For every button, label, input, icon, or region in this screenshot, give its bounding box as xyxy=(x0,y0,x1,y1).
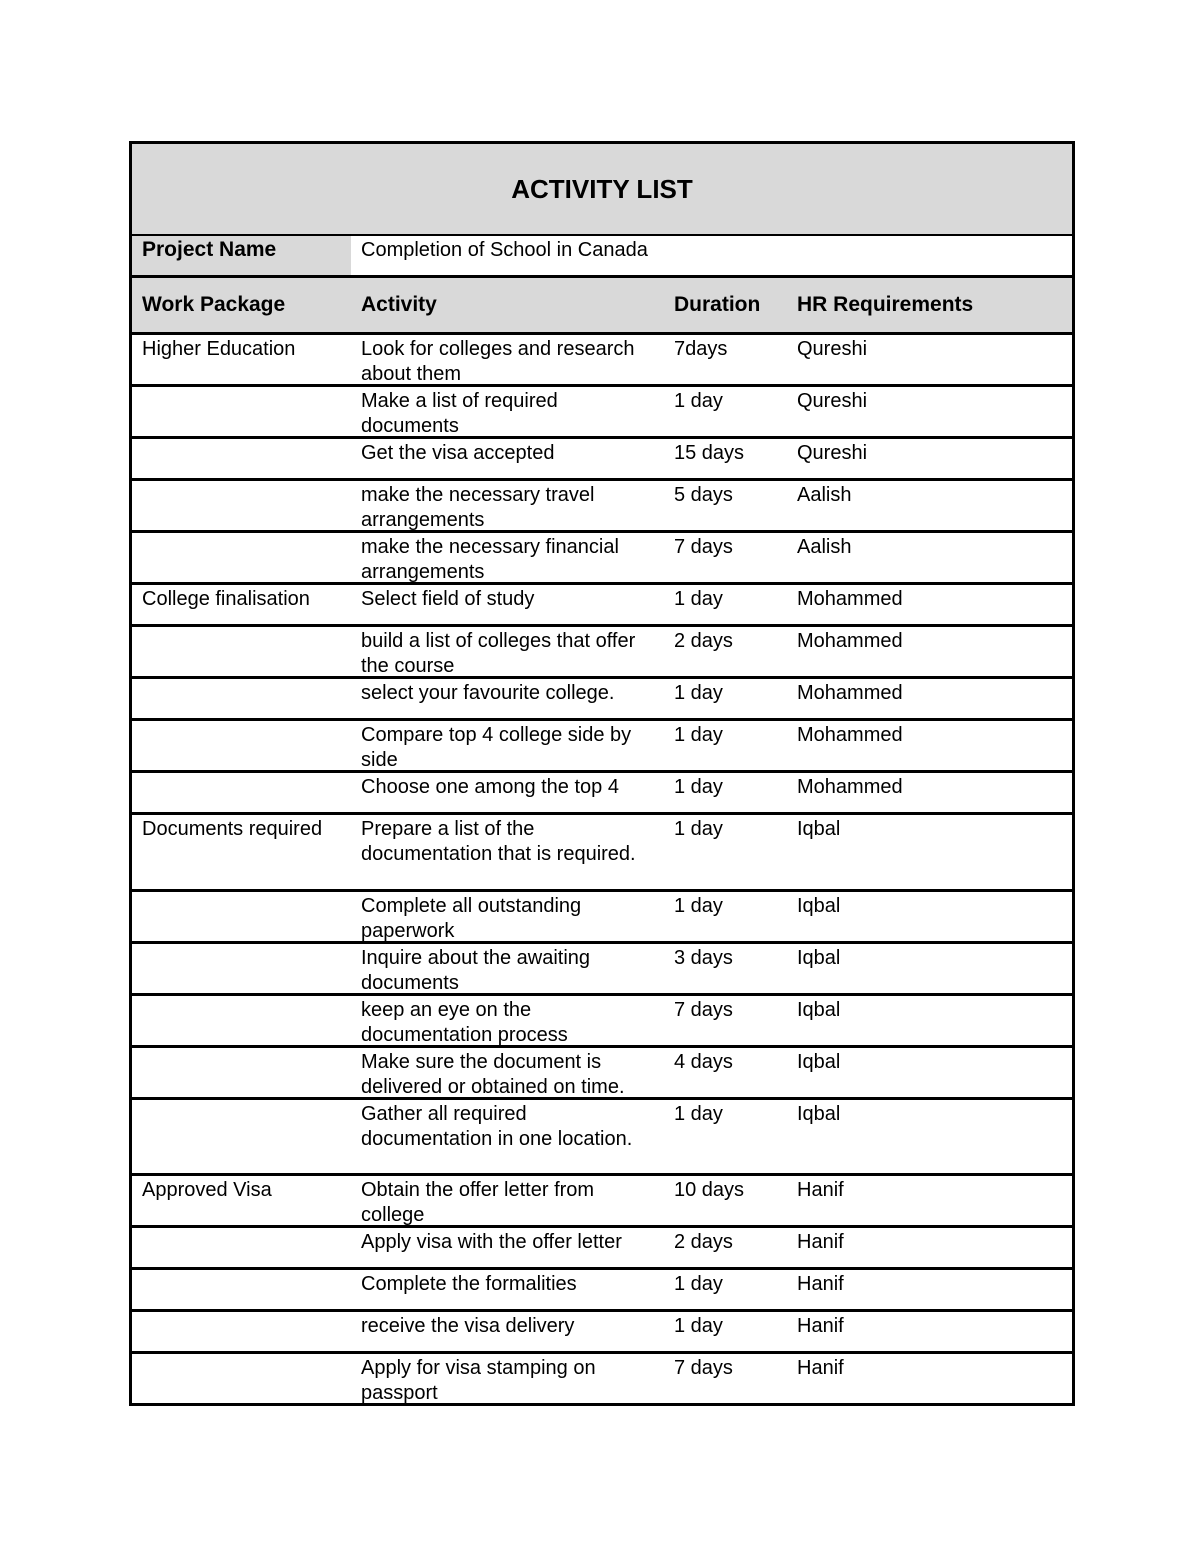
duration-cell: 15 days xyxy=(674,442,745,464)
hr-requirements-cell: Aalish xyxy=(797,536,852,558)
column-header-row xyxy=(132,278,1072,335)
activity-cell: Get the visa accepted xyxy=(361,442,555,464)
work-package-cell xyxy=(132,773,351,812)
hr-requirements-cell: Mohammed xyxy=(797,776,903,798)
work-package-cell xyxy=(132,627,351,676)
duration-cell: 2 days xyxy=(674,630,733,652)
table-row xyxy=(132,1312,1072,1354)
duration-cell: 1 day xyxy=(674,895,723,917)
table-row xyxy=(132,679,1072,721)
hr-requirements-cell: Hanif xyxy=(797,1315,844,1337)
header-activity: Activity xyxy=(361,293,437,316)
work-package-cell xyxy=(132,533,351,582)
table-row xyxy=(132,773,1072,815)
activity-cell: Compare top 4 college side by side xyxy=(361,724,632,771)
hr-requirements-cell: Iqbal xyxy=(797,999,841,1021)
duration-cell: 4 days xyxy=(674,1051,733,1073)
work-package-cell xyxy=(132,387,351,436)
work-package-cell xyxy=(132,1354,351,1403)
activity-cell: Gather all required documentation in one location. xyxy=(361,1103,633,1150)
header-work-package: Work Package xyxy=(142,293,286,316)
activity-cell: select your favourite college. xyxy=(361,682,615,704)
table-row xyxy=(132,996,1072,1048)
duration-cell: 1 day xyxy=(674,724,723,746)
duration-cell: 1 day xyxy=(674,682,723,704)
table-row xyxy=(132,335,1072,387)
duration-cell: 7 days xyxy=(674,536,733,558)
duration-cell: 1 day xyxy=(674,588,723,610)
table-title: ACTIVITY LIST xyxy=(132,144,1072,236)
duration-cell: 1 day xyxy=(674,818,723,840)
duration-cell: 1 day xyxy=(674,776,723,798)
activity-cell: Look for colleges and research about them xyxy=(361,338,635,385)
work-package-cell xyxy=(132,679,351,718)
table-row xyxy=(132,944,1072,996)
work-package-cell xyxy=(132,1270,351,1309)
table-row xyxy=(132,481,1072,533)
work-package-cell: Higher Education xyxy=(142,338,296,360)
table-row xyxy=(132,387,1072,439)
table-row xyxy=(132,1270,1072,1312)
activity-cell: Make sure the document is delivered or obtained on time. xyxy=(361,1051,625,1098)
duration-cell: 1 day xyxy=(674,1315,723,1337)
work-package-cell: Approved Visa xyxy=(142,1179,272,1201)
hr-requirements-cell: Mohammed xyxy=(797,682,903,704)
activity-cell: Obtain the offer letter from college xyxy=(361,1179,595,1226)
table-body xyxy=(132,335,1072,1406)
hr-requirements-cell: Aalish xyxy=(797,484,852,506)
project-name-label: Project Name xyxy=(132,236,351,275)
work-package-cell xyxy=(132,721,351,770)
table-row xyxy=(132,1176,1072,1228)
work-package-cell xyxy=(132,1048,351,1097)
work-package-cell xyxy=(132,1312,351,1351)
activity-cell: Prepare a list of the documentation that is required. xyxy=(361,818,636,865)
activity-list-table xyxy=(129,141,1075,1406)
hr-requirements-cell: Hanif xyxy=(797,1179,844,1201)
work-package-cell xyxy=(132,481,351,530)
table-row xyxy=(132,533,1072,585)
duration-cell: 2 days xyxy=(674,1231,733,1253)
header-duration: Duration xyxy=(674,293,761,316)
hr-requirements-cell: Qureshi xyxy=(797,338,868,360)
work-package-cell xyxy=(132,892,351,941)
work-package-cell xyxy=(132,1100,351,1173)
hr-requirements-cell: Iqbal xyxy=(797,1051,841,1073)
project-name-value: Completion of School in Canada xyxy=(361,239,648,261)
work-package-cell xyxy=(132,1228,351,1267)
work-package-cell: College finalisation xyxy=(142,588,310,610)
duration-cell: 7 days xyxy=(674,999,733,1021)
duration-cell: 7 days xyxy=(674,1357,733,1379)
duration-cell: 1 day xyxy=(674,1273,723,1295)
table-row xyxy=(132,439,1072,481)
project-name-row xyxy=(132,236,1072,278)
duration-cell: 1 day xyxy=(674,390,723,412)
table-row xyxy=(132,1354,1072,1406)
activity-cell: Select field of study xyxy=(361,588,535,610)
activity-cell: Apply for visa stamping on passport xyxy=(361,1357,596,1404)
hr-requirements-cell: Hanif xyxy=(797,1231,844,1253)
work-package-cell xyxy=(132,944,351,993)
hr-requirements-cell: Hanif xyxy=(797,1357,844,1379)
table-row xyxy=(132,892,1072,944)
hr-requirements-cell: Mohammed xyxy=(797,588,903,610)
activity-cell: Complete all outstanding paperwork xyxy=(361,895,582,942)
activity-cell: Apply visa with the offer letter xyxy=(361,1231,622,1253)
work-package-cell xyxy=(132,439,351,478)
activity-cell: make the necessary financial arrangements xyxy=(361,536,619,583)
work-package-cell: Documents required xyxy=(142,818,323,840)
duration-cell: 1 day xyxy=(674,1103,723,1125)
activity-cell: receive the visa delivery xyxy=(361,1315,575,1337)
hr-requirements-cell: Iqbal xyxy=(797,947,841,969)
activity-cell: keep an eye on the documentation process xyxy=(361,999,568,1046)
work-package-cell xyxy=(132,996,351,1045)
activity-cell: Inquire about the awaiting documents xyxy=(361,947,591,994)
hr-requirements-cell: Iqbal xyxy=(797,1103,841,1125)
hr-requirements-cell: Qureshi xyxy=(797,390,868,412)
activity-cell: Make a list of required documents xyxy=(361,390,558,437)
duration-cell: 5 days xyxy=(674,484,733,506)
hr-requirements-cell: Iqbal xyxy=(797,818,841,840)
table-row xyxy=(132,1228,1072,1270)
table-row xyxy=(132,1048,1072,1100)
table-row xyxy=(132,815,1072,892)
activity-cell: build a list of colleges that offer the course xyxy=(361,630,636,677)
header-hr-requirements: HR Requirements xyxy=(797,293,974,316)
table-row xyxy=(132,1100,1072,1176)
table-row xyxy=(132,585,1072,627)
activity-cell: Complete the formalities xyxy=(361,1273,577,1295)
table-row xyxy=(132,721,1072,773)
hr-requirements-cell: Hanif xyxy=(797,1273,844,1295)
hr-requirements-cell: Mohammed xyxy=(797,724,903,746)
duration-cell: 3 days xyxy=(674,947,733,969)
duration-cell: 10 days xyxy=(674,1179,745,1201)
hr-requirements-cell: Mohammed xyxy=(797,630,903,652)
activity-cell: Choose one among the top 4 xyxy=(361,776,619,798)
hr-requirements-cell: Qureshi xyxy=(797,442,868,464)
table-row xyxy=(132,627,1072,679)
activity-cell: make the necessary travel arrangements xyxy=(361,484,595,531)
duration-cell: 7days xyxy=(674,338,728,360)
hr-requirements-cell: Iqbal xyxy=(797,895,841,917)
